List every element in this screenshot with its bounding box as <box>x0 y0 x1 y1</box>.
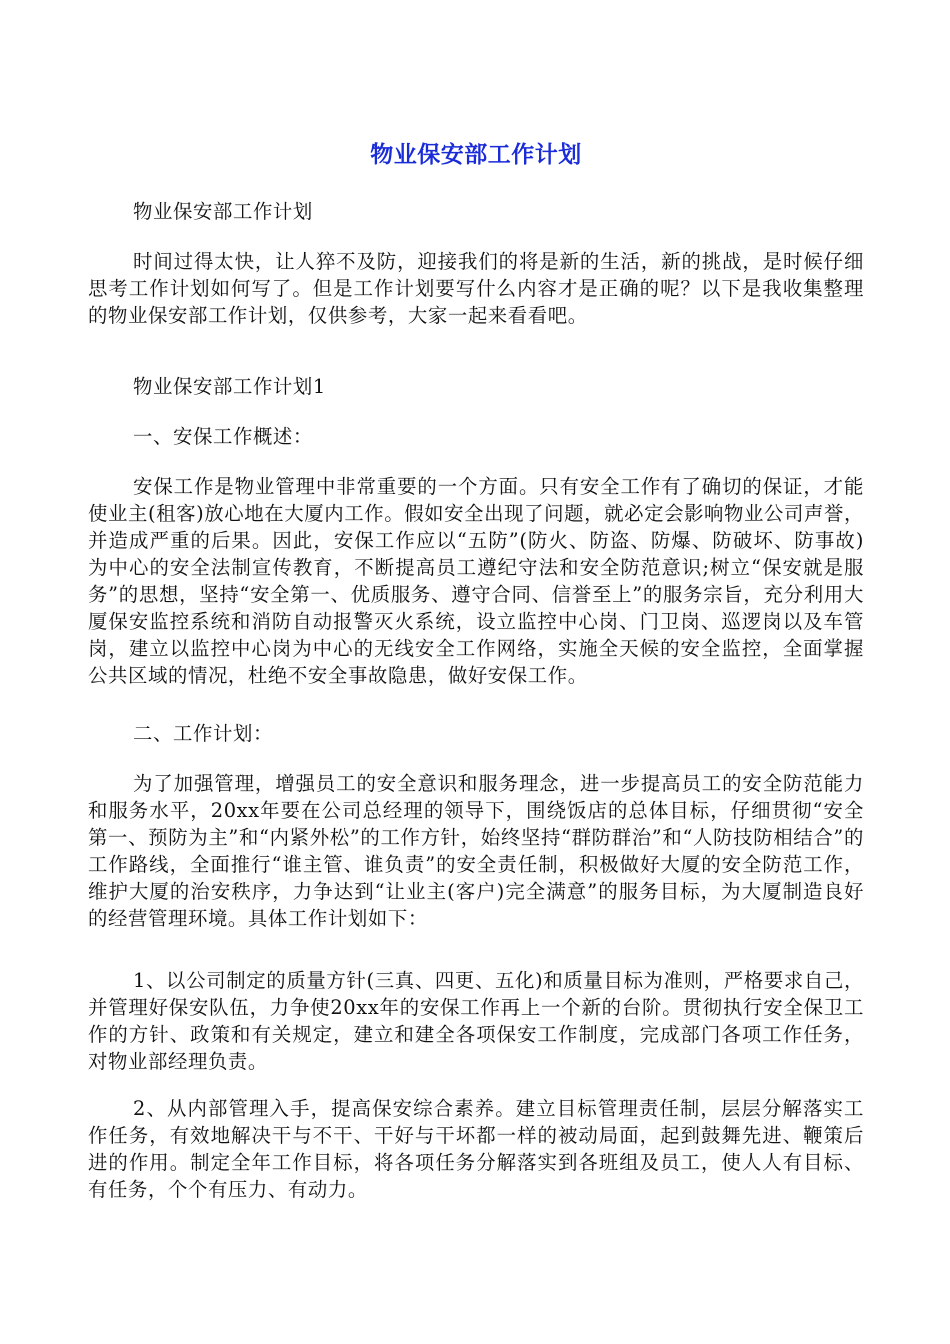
subtitle-paragraph: 物业保安部工作计划 <box>133 200 313 223</box>
section-heading-work-plan: 二、工作计划： <box>133 722 273 745</box>
section-heading-plan-1: 物业保安部工作计划1 <box>133 375 326 398</box>
item-1-paragraph: 1、以公司制定的质量方针(三真、四更、五化)和质量目标为准则，严格要求自己，并管理好保安队伍，力争使20xx年的安保工作再上一个新的台阶。贯彻执行安全保卫工作的方针、政策和有关规定，建立和建全各项保安工作制度，完成部门各项工作任务，对物业部经理负责。 <box>88 969 864 1073</box>
intro-paragraph: 时间过得太快，让人猝不及防，迎接我们的将是新的生活，新的挑战，是时候仔细思考工作计划如何写了。但是工作计划要写什么内容才是正确的呢？以下是我收集整理的物业保安部工作计划，仅供参考，大家一起来看看吧。 <box>88 250 864 327</box>
section-heading-overview: 一、安保工作概述： <box>133 425 313 448</box>
document-title: 物业保安部工作计划 <box>370 142 582 168</box>
work-plan-paragraph: 为了加强管理，增强员工的安全意识和服务理念，进一步提高员工的安全防范能力和服务水平，20xx年要在公司总经理的领导下，围绕饭店的总体目标，仔细贯彻“安全第一、预防为主”和“内紧外松”的工作方针，始终坚持“群防群治”和“人防技防相结合”的工作路线，全面推行“谁主管、谁负责”的安全责任制，积极做好大厦的安全防范工作，维护大厦的治安秩序，力争达到“让业主(客户)完全满意”的服务目标，为大厦制造良好的经营管理环境。具体工作计划如下： <box>88 772 864 930</box>
overview-paragraph: 安保工作是物业管理中非常重要的一个方面。只有安全工作有了确切的保证，才能使业主(租客)放心地在大厦内工作。假如安全出现了问题，就必定会影响物业公司声誉，并造成严重的后果。因此，安保工作应以“五防”(防火、防盗、防爆、防破坏、防事故)为中心的安全法制宣传教育，不断提高员工遵纪守法和安全防范意识;树立“保安就是服务”的思想，坚持“安全第一、优质服务、遵守合同、信誉至上”的服务宗旨，充分利用大厦保安监控系统和消防自动报警灭火系统，设立监控中心岗、门卫岗、巡逻岗以及车管岗，建立以监控中心岗为中心的无线安全工作网络，实施全天候的安全监控，全面掌握公共区域的情况，杜绝不安全事故隐患，做好安保工作。 <box>88 475 864 687</box>
item-2-paragraph: 2、从内部管理入手，提高保安综合素养。建立目标管理责任制，层层分解落实工作任务，有效地解决干与不干、干好与干坏都一样的被动局面，起到鼓舞先进、鞭策后进的作用。制定全年工作目标，将各项任务分解落实到各班组及员工，使人人有目标、有任务，个个有压力、有动力。 <box>88 1097 864 1201</box>
